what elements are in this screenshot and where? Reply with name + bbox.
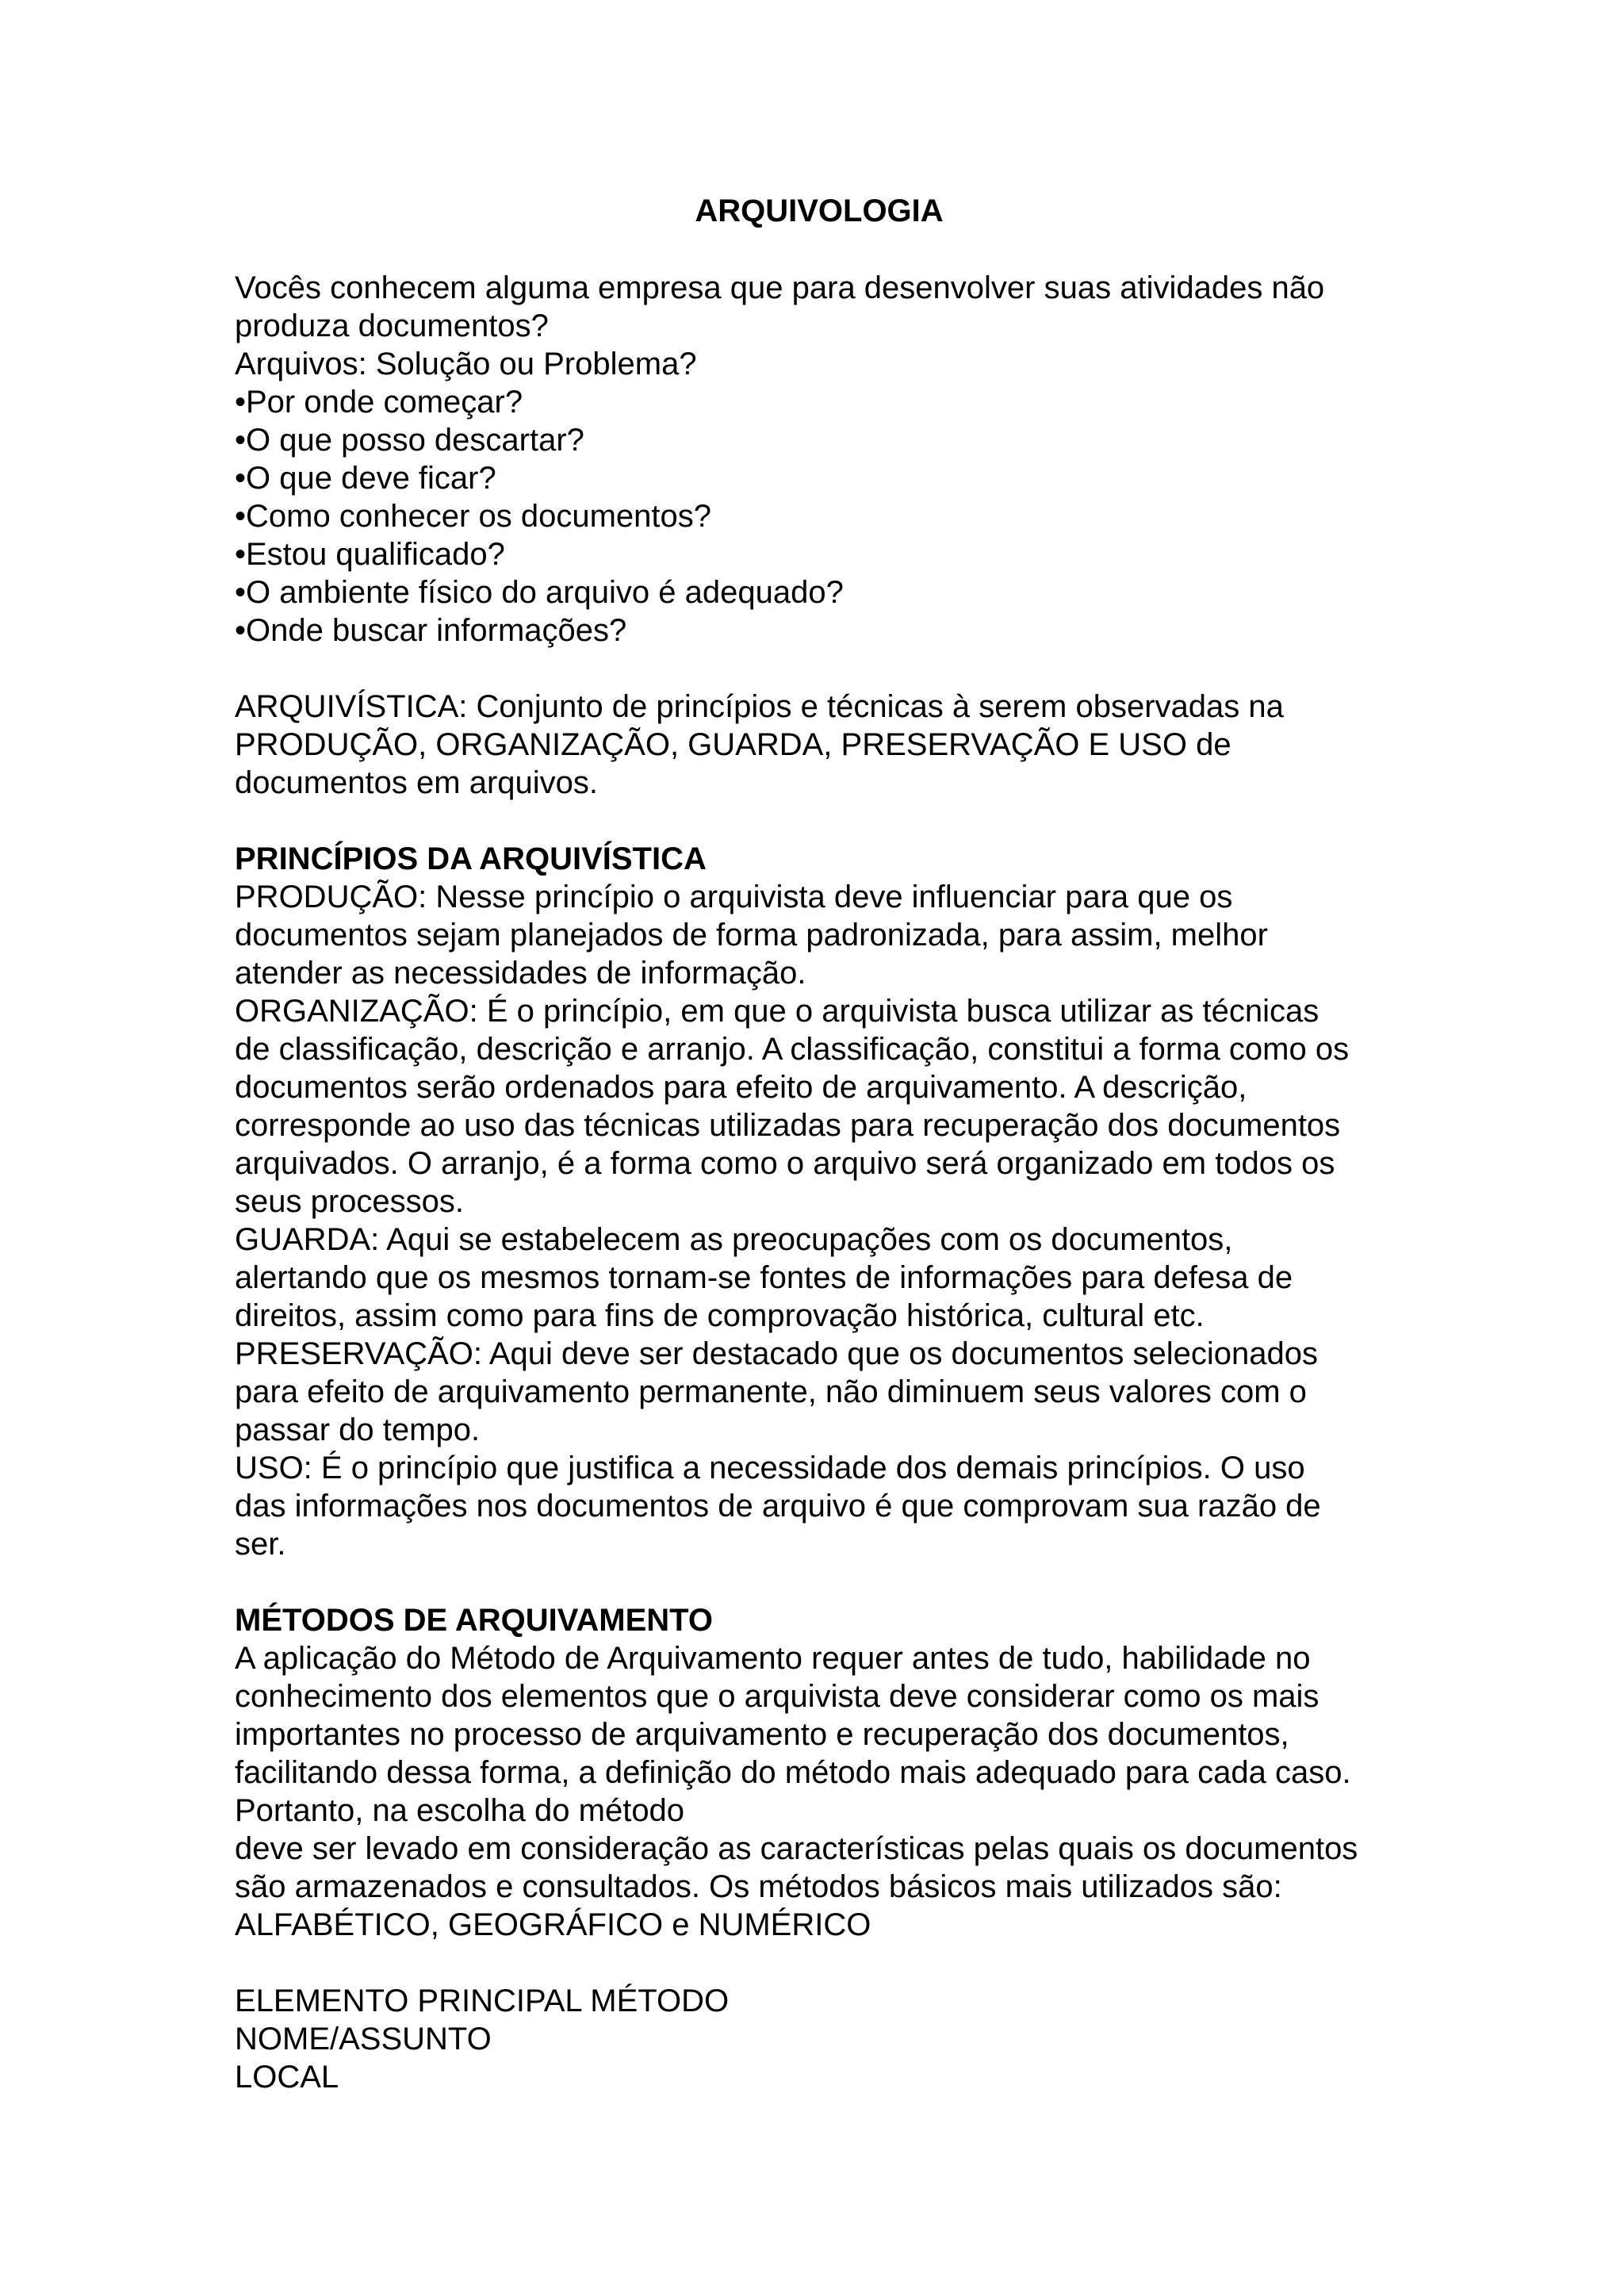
methods-line: deve ser levado em consideração as características pelas quais os documentos [235, 1831, 1358, 1866]
principles-line: para efeito de arquivamento permanente, não diminuem seus valores com o [235, 1374, 1307, 1409]
methods-line: são armazenados e consultados. Os métodos básicos mais utilizados são: [235, 1869, 1282, 1904]
principles-line: das informações nos documentos de arquivo é que comprovam sua razão de [235, 1489, 1321, 1524]
principles-line: arquivados. O arranjo, é a forma como o arquivo será organizado em todos os [235, 1146, 1335, 1181]
bullet-item: •Estou qualificado? [235, 537, 505, 572]
bullet-item: •Como conhecer os documentos? [235, 499, 711, 534]
principles-line: ORGANIZAÇÃO: É o princípio, em que o arquivista busca utilizar as técnicas [235, 994, 1320, 1029]
bullet-item: •O que deve ficar? [235, 461, 496, 496]
intro-subtitle: Arquivos: Solução ou Problema? [235, 347, 697, 381]
page-title: ARQUIVOLOGIA [695, 194, 944, 228]
paragraph-gap [235, 650, 1404, 688]
definition-line: PRODUÇÃO, ORGANIZAÇÃO, GUARDA, PRESERVAÇÃO E USO de [235, 727, 1231, 762]
methods-line: conhecimento dos elementos que o arquivista deve considerar como os mais [235, 1679, 1320, 1714]
elements-table-row: NOME/ASSUNTO [235, 2022, 492, 2056]
principles-line: corresponde ao uso das técnicas utilizadas para recuperação dos documentos [235, 1108, 1341, 1143]
principles-line: documentos serão ordenados para efeito de arquivamento. A descrição, [235, 1070, 1247, 1105]
principles-line: seus processos. [235, 1184, 465, 1219]
definition-line: ARQUIVÍSTICA: Conjunto de princípios e técnicas à serem observadas na [235, 689, 1284, 724]
methods-line: A aplicação do Método de Arquivamento requer antes de tudo, habilidade no [235, 1641, 1311, 1676]
principles-line: direitos, assim como para fins de comprovação histórica, cultural etc. [235, 1298, 1205, 1333]
principles-line: GUARDA: Aqui se estabelecem as preocupações com os documentos, [235, 1222, 1233, 1257]
principles-line: ser. [235, 1527, 286, 1562]
principles-line: USO: É o princípio que justifica a necessidade dos demais princípios. O uso [235, 1451, 1305, 1485]
section-heading-principles: PRINCÍPIOS DA ARQUIVÍSTICA [235, 841, 707, 876]
elements-table-header: ELEMENTO PRINCIPAL MÉTODO [235, 1984, 730, 2018]
elements-table-row: LOCAL [235, 2060, 339, 2095]
paragraph-gap [235, 802, 1404, 840]
paragraph-gap [235, 1563, 1404, 1601]
section-heading-methods: MÉTODOS DE ARQUIVAMENTO [235, 1603, 714, 1638]
principles-line: passar do tempo. [235, 1412, 481, 1447]
definition-line: documentos em arquivos. [235, 765, 599, 800]
bullet-item: •Por onde começar? [235, 385, 523, 420]
methods-line: facilitando dessa forma, a definição do método mais adequado para cada caso. [235, 1755, 1351, 1790]
bullet-item: •Onde buscar informações? [235, 613, 627, 648]
principles-line: documentos sejam planejados de forma padronizada, para assim, melhor [235, 918, 1268, 953]
methods-line: importantes no processo de arquivamento e recuperação dos documentos, [235, 1717, 1289, 1752]
principles-line: alertando que os mesmos tornam-se fontes de informações para defesa de [235, 1260, 1293, 1295]
paragraph-gap [235, 1944, 1404, 1982]
principles-line: PRESERVAÇÃO: Aqui deve ser destacado que os documentos selecionados [235, 1336, 1318, 1371]
principles-line: de classificação, descrição e arranjo. A classificação, constitui a forma como os [235, 1032, 1350, 1067]
methods-line: Portanto, na escolha do método [235, 1793, 685, 1828]
intro-question-line: Vocês conhecem alguma empresa que para desenvolver suas atividades não [235, 270, 1325, 305]
bullet-item: •O ambiente físico do arquivo é adequado? [235, 575, 844, 610]
methods-line: ALFABÉTICO, GEOGRÁFICO e NUMÉRICO [235, 1907, 871, 1942]
bullet-item: •O que posso descartar? [235, 423, 584, 458]
intro-question-line: produza documentos? [235, 309, 549, 343]
principles-line: atender as necessidades de informação. [235, 956, 806, 991]
document-body [235, 192, 1404, 2096]
principles-line: PRODUÇÃO: Nesse princípio o arquivista deve influenciar para que os [235, 880, 1233, 914]
